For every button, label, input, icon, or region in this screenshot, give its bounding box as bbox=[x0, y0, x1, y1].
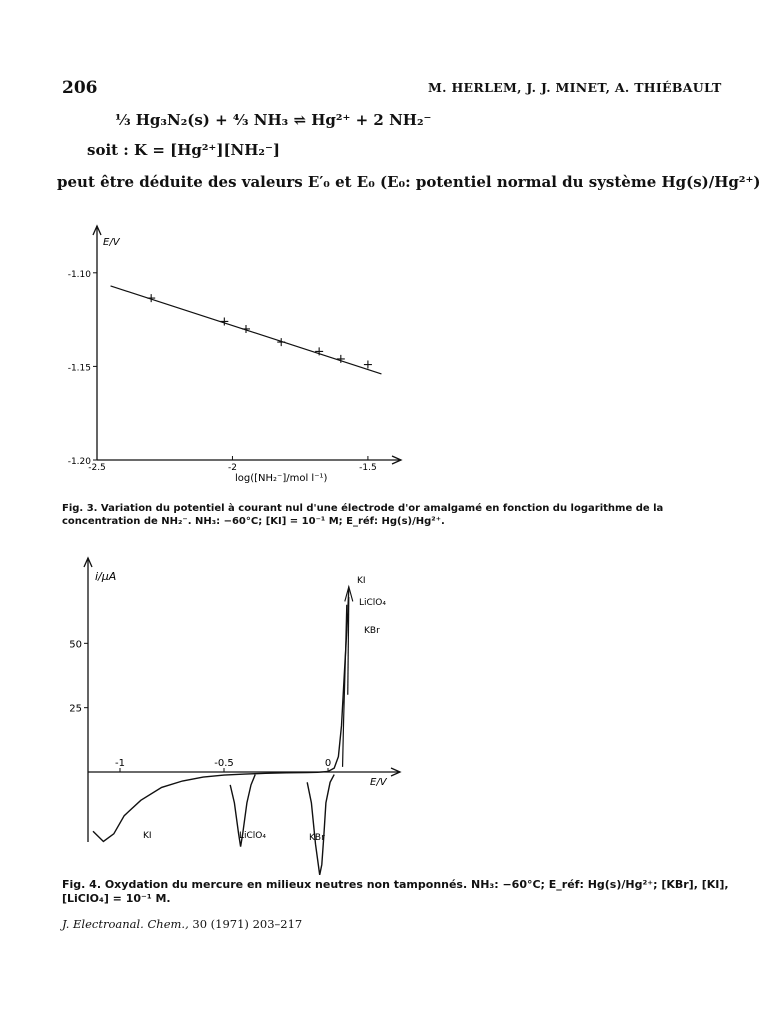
fig3-data-point bbox=[147, 294, 155, 302]
citation-volume-pages: 30 (1971) 203–217 bbox=[188, 917, 303, 931]
fig3-y-axis-label: E/V bbox=[103, 237, 120, 248]
equilibrium-constant: soit : K = [Hg²⁺][NH₂⁻] bbox=[87, 141, 281, 159]
fig4-y-tick-label: 25 bbox=[69, 703, 82, 715]
page-number: 206 bbox=[62, 78, 98, 98]
fig4-label-kbr-top: KBr bbox=[364, 626, 380, 636]
fig4-x-tick-label: -0.5 bbox=[214, 758, 234, 769]
fig3-data-point bbox=[364, 361, 372, 369]
fig4-x-tick-label: -1 bbox=[115, 758, 125, 769]
citation-journal: J. Electroanal. Chem., bbox=[62, 917, 189, 931]
fig4-label-ki-bottom: KI bbox=[143, 831, 152, 841]
fig3-y-tick-label: -1.15 bbox=[67, 363, 91, 374]
fig3-y-tick-label: -1.10 bbox=[67, 269, 91, 280]
fig4-label-kbr-bottom: KBr bbox=[309, 833, 325, 843]
fig4-label-liclo4-bottom: LiClO₄ bbox=[239, 831, 266, 841]
body-paragraph: peut être déduite des valeurs E′₀ et E₀ (E₀: potentiel normal du système Hg(s)/Hg²⁺) bbox=[57, 173, 761, 191]
fig3-data-point bbox=[277, 338, 285, 346]
fig4-x-tick-label: 0 bbox=[324, 758, 332, 769]
fig3-data-point bbox=[242, 325, 250, 333]
figure-4-caption: Fig. 4. Oxydation du mercure en milieux neutres non tamponnés. NH₃: −60°C; E_réf: Hg(s)/Hg²⁺; [KBr], [KI], [LiClO₄] = 10⁻¹ M. bbox=[62, 878, 729, 905]
fig3-x-tick-label: -2.5 bbox=[88, 463, 106, 473]
fig4-curve-ki bbox=[93, 587, 349, 842]
figure-3-caption: Fig. 3. Variation du potentiel à courant nul d'une électrode d'or amalgamé en fonction du logarithme de la concentration de NH₂⁻. NH₃: −60°C; [KI] = 10⁻¹ M; E_réf: Hg(s)/Hg²⁺. bbox=[62, 503, 664, 527]
journal-citation bbox=[62, 917, 302, 931]
fig4-curve-kbr bbox=[307, 775, 334, 875]
fig4-y-tick-label: 50 bbox=[69, 639, 82, 651]
fig3-x-tick-label: -2 bbox=[227, 463, 237, 473]
fig4-label-liclo4-top: LiClO₄ bbox=[359, 598, 386, 608]
fig4-x-axis-label: E/V bbox=[370, 777, 387, 788]
fig3-x-axis-label: log([NH₂⁻]/mol l⁻¹) bbox=[235, 473, 328, 484]
fig3-x-tick-label: -1.5 bbox=[359, 463, 377, 473]
fig3-y-tick-label: -1.20 bbox=[67, 457, 91, 467]
reaction-equation: ⅓ Hg₃N₂(s) + ⁴⁄₃ NH₃ ⇌ Hg²⁺ + 2 NH₂⁻ bbox=[115, 111, 432, 129]
fig4-y-axis-label: i/µA bbox=[95, 570, 117, 583]
running-header-authors: M. HERLEM, J. J. MINET, A. THIÉBAULT bbox=[428, 80, 722, 95]
fig4-label-ki-top: KI bbox=[357, 576, 366, 586]
